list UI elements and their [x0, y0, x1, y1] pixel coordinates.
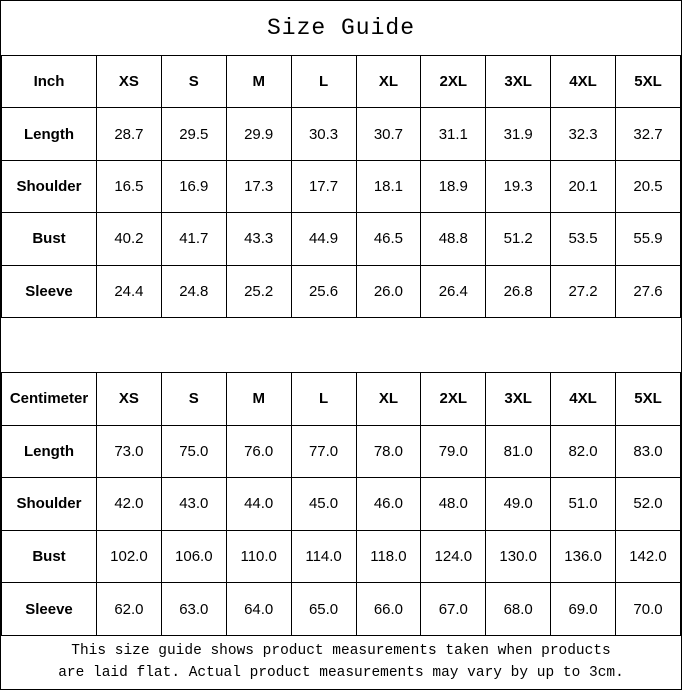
- size-value-cell: 26.0: [356, 265, 421, 317]
- size-value-cell: 28.7: [97, 108, 162, 160]
- size-value-cell: 55.9: [616, 213, 681, 265]
- size-value-cell: 18.1: [356, 160, 421, 212]
- size-value-cell: 43.0: [161, 478, 226, 531]
- size-value-cell: 31.1: [421, 108, 486, 160]
- size-value-cell: 24.4: [97, 265, 162, 317]
- size-value-cell: 40.2: [97, 213, 162, 265]
- size-value-cell: 65.0: [291, 583, 356, 636]
- row-label: Bust: [2, 530, 97, 583]
- size-column-header: 4XL: [551, 56, 616, 108]
- size-value-cell: 32.7: [616, 108, 681, 160]
- size-value-cell: 44.0: [226, 478, 291, 531]
- size-value-cell: 51.0: [551, 478, 616, 531]
- size-value-cell: 51.2: [486, 213, 551, 265]
- size-value-cell: 25.6: [291, 265, 356, 317]
- size-value-cell: 102.0: [97, 530, 162, 583]
- size-value-cell: 43.3: [226, 213, 291, 265]
- size-value-cell: 62.0: [97, 583, 162, 636]
- size-table-centimeter-body: [2, 373, 681, 636]
- size-value-cell: 64.0: [226, 583, 291, 636]
- row-label: Shoulder: [2, 160, 97, 212]
- size-value-cell: 75.0: [161, 425, 226, 478]
- size-value-cell: 44.9: [291, 213, 356, 265]
- size-value-cell: 27.2: [551, 265, 616, 317]
- size-value-cell: 73.0: [97, 425, 162, 478]
- size-value-cell: 17.3: [226, 160, 291, 212]
- size-value-cell: 49.0: [486, 478, 551, 531]
- size-value-cell: 17.7: [291, 160, 356, 212]
- size-value-cell: 41.7: [161, 213, 226, 265]
- size-value-cell: 26.8: [486, 265, 551, 317]
- size-value-cell: 16.9: [161, 160, 226, 212]
- size-table-inch: [1, 55, 681, 318]
- size-value-cell: 27.6: [616, 265, 681, 317]
- size-value-cell: 81.0: [486, 425, 551, 478]
- size-value-cell: 78.0: [356, 425, 421, 478]
- table-row: [2, 160, 681, 212]
- size-column-header: 3XL: [486, 373, 551, 426]
- table-row: [2, 530, 681, 583]
- size-value-cell: 42.0: [97, 478, 162, 531]
- size-column-header: 5XL: [616, 56, 681, 108]
- size-value-cell: 76.0: [226, 425, 291, 478]
- header-row: [2, 56, 681, 108]
- size-value-cell: 30.7: [356, 108, 421, 160]
- size-column-header: S: [161, 56, 226, 108]
- size-value-cell: 83.0: [616, 425, 681, 478]
- size-value-cell: 30.3: [291, 108, 356, 160]
- size-value-cell: 130.0: [486, 530, 551, 583]
- size-column-header: XL: [356, 56, 421, 108]
- measurement-note: [1, 636, 681, 689]
- size-column-header: 2XL: [421, 373, 486, 426]
- size-value-cell: 45.0: [291, 478, 356, 531]
- row-label: Length: [2, 108, 97, 160]
- table-row: [2, 265, 681, 317]
- table-separator: [1, 318, 681, 372]
- size-value-cell: 67.0: [421, 583, 486, 636]
- size-column-header: XS: [97, 373, 162, 426]
- size-column-header: M: [226, 373, 291, 426]
- size-value-cell: 124.0: [421, 530, 486, 583]
- size-column-header: M: [226, 56, 291, 108]
- size-value-cell: 29.5: [161, 108, 226, 160]
- size-column-header: 5XL: [616, 373, 681, 426]
- size-column-header: 2XL: [421, 56, 486, 108]
- size-value-cell: 53.5: [551, 213, 616, 265]
- size-value-cell: 20.5: [616, 160, 681, 212]
- size-value-cell: 46.0: [356, 478, 421, 531]
- size-value-cell: 26.4: [421, 265, 486, 317]
- row-label: Sleeve: [2, 265, 97, 317]
- size-value-cell: 70.0: [616, 583, 681, 636]
- size-value-cell: 63.0: [161, 583, 226, 636]
- size-column-header: L: [291, 56, 356, 108]
- size-column-header: L: [291, 373, 356, 426]
- size-column-header: 4XL: [551, 373, 616, 426]
- size-value-cell: 66.0: [356, 583, 421, 636]
- header-row: [2, 373, 681, 426]
- table-row: [2, 425, 681, 478]
- size-value-cell: 48.0: [421, 478, 486, 531]
- size-value-cell: 77.0: [291, 425, 356, 478]
- size-value-cell: 136.0: [551, 530, 616, 583]
- row-label: Bust: [2, 213, 97, 265]
- size-value-cell: 114.0: [291, 530, 356, 583]
- size-value-cell: 68.0: [486, 583, 551, 636]
- table-row: [2, 478, 681, 531]
- unit-header: Inch: [2, 56, 97, 108]
- size-value-cell: 118.0: [356, 530, 421, 583]
- size-value-cell: 106.0: [161, 530, 226, 583]
- measurement-note-line2: are laid flat. Actual product measurements may vary by up to 3cm.: [58, 664, 624, 681]
- size-value-cell: 52.0: [616, 478, 681, 531]
- size-column-header: 3XL: [486, 56, 551, 108]
- size-value-cell: 46.5: [356, 213, 421, 265]
- size-value-cell: 142.0: [616, 530, 681, 583]
- row-label: Shoulder: [2, 478, 97, 531]
- size-value-cell: 19.3: [486, 160, 551, 212]
- unit-header: Centimeter: [2, 373, 97, 426]
- size-value-cell: 20.1: [551, 160, 616, 212]
- size-column-header: S: [161, 373, 226, 426]
- size-value-cell: 110.0: [226, 530, 291, 583]
- page-title: Size Guide: [266, 15, 416, 41]
- size-table-centimeter: [1, 372, 681, 636]
- measurement-note-line1: This size guide shows product measurements taken when products: [71, 642, 611, 659]
- size-value-cell: 16.5: [97, 160, 162, 212]
- size-value-cell: 32.3: [551, 108, 616, 160]
- row-label: Length: [2, 425, 97, 478]
- size-value-cell: 18.9: [421, 160, 486, 212]
- size-value-cell: 24.8: [161, 265, 226, 317]
- size-value-cell: 82.0: [551, 425, 616, 478]
- size-table-inch-body: [2, 56, 681, 318]
- size-value-cell: 69.0: [551, 583, 616, 636]
- size-value-cell: 48.8: [421, 213, 486, 265]
- row-label: Sleeve: [2, 583, 97, 636]
- size-column-header: XL: [356, 373, 421, 426]
- size-column-header: XS: [97, 56, 162, 108]
- size-value-cell: 29.9: [226, 108, 291, 160]
- size-value-cell: 79.0: [421, 425, 486, 478]
- table-row: [2, 213, 681, 265]
- table-row: [2, 583, 681, 636]
- size-value-cell: 25.2: [226, 265, 291, 317]
- table-row: [2, 108, 681, 160]
- size-value-cell: 31.9: [486, 108, 551, 160]
